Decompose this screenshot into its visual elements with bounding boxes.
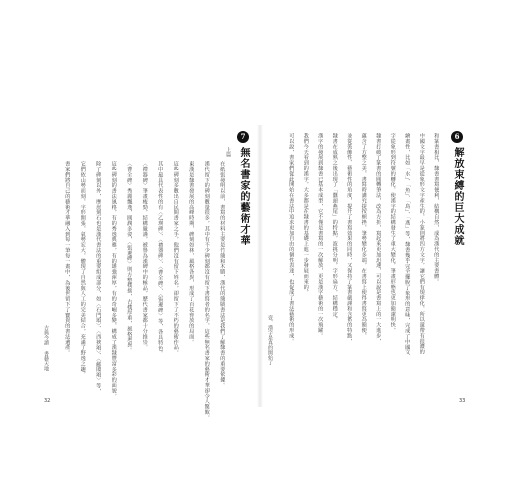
running-head: 壹、漢字是真的開始了 xyxy=(267,315,273,365)
body-text-column: 隸書打破了篆書的圓轉筆法，改為方折，寫起來更加迅速，可以說是書寫上的一大進步， xyxy=(375,133,382,344)
body-text-column: 中國文字最早是從象形文字產生的，小篆則將四方文字，讓它們有規律化，所以還帶有很濃的 xyxy=(418,133,425,355)
body-text-column: 其中最具代表性的有〈乙瑛碑〉、〈禮器碑〉、〈曹全碑〉、〈張遷碑〉等，各具特色。 xyxy=(157,161,164,356)
body-text-column: 和篆書相比，隸書書寫便利，結構自然，成為漢代的主要書體。 xyxy=(433,133,440,285)
body-text-column: 它們依山勢而刻，字形開張，氣勢宏大，體現了自然與人工的完美結合，充滿了野逸之趣。 xyxy=(79,161,86,377)
right-page xyxy=(261,125,483,407)
body-text-column: 漢字的發展到隸書已基本成型，它不僅是書寫的一次解放，更是漢字藝術的一次飛躍。 xyxy=(317,133,324,339)
body-text-column: 〈曹全碑〉秀麗飄逸，圓潤多姿，〈張遷碑〉則方整樸拙，古樸厚重，風格迥異。 xyxy=(126,161,133,353)
page-number: 32 xyxy=(44,398,51,404)
body-text-column: 東漢是隸書發展的高峰時期，碑刻如林，風格各異，形成了百花齊放的局面。 xyxy=(188,161,195,345)
body-text-column: 〈禮器碑〉筆畫瘦勁，結構嚴謹，被譽為漢碑中的極品，歷代書家都十分推崇。 xyxy=(141,161,148,350)
body-text-column: 隸書在成熟之後出現了「蠶頭燕尾」的特點，波挑分明，字形扁方，結構穩定， xyxy=(331,133,338,322)
body-text-column: 字從象形到符號的轉化，使漢字的結構發生了重大變化，筆畫形態也更加簡潔明快， xyxy=(389,133,396,333)
body-text-column: 除了碑刻以外，摩崖刻石也是漢代書法的重要組成部分，如〈石門頌〉、〈西狹頌〉、〈郙閣頌〉等， xyxy=(95,161,102,394)
page-number: 33 xyxy=(459,398,466,404)
chapter-number-badge: 6 xyxy=(451,131,463,143)
body-text-column: 漢代留下的碑刻數量很多，其中有不少碑刻都沒有留下書寫者的名字，這些無名書家的藝術才華卻令人驚歎。 xyxy=(203,161,210,421)
body-text-column: 書家們將自己的藝術才華融入到每一筆每一畫中，為後世留下了寶貴的書法遺產。 xyxy=(64,161,71,356)
body-text-column: 在紙張發明以前，書寫的材料主要是竹簡和木牘，漢代的簡牘書法是我們了解隸書的重要依據。 xyxy=(219,161,226,388)
body-text-column: 繪畫性，比如「水」、「魚」、「鳥」、「燕」等，隸書幾乎完全擺脫了象形的意味，完成了中國文 xyxy=(404,133,411,355)
body-text-column: 我們今天看到的漢字，大多都是在隸書的基礎上進一步發展而來的， xyxy=(302,133,309,295)
body-text-column: 並從裝飾性、藝術性的角度，提升了書寫效果的同時，又保持了篆書嚴謹和含蓄的特點， xyxy=(346,133,353,344)
body-text-column: 這些碑刻的書法風格，有的秀逸典雅，有的雄強渾厚，有的奇崛多變，構成了漢隸豐富多彩的面貌。 xyxy=(110,161,117,399)
body-text-column: 可以說，書家們從此開始在書法中追求更加自由的個性表達，也促成了書法藝術的形成。 xyxy=(288,133,295,344)
chapter-title: 解放束縛的巨大成就 xyxy=(452,147,463,246)
body-text-column: 這些碑刻多數出自民間書家之手，他們沒有留下姓名，卻留下了不朽的藝術作品。 xyxy=(172,161,179,356)
chapter-suffix: 上篇 xyxy=(225,147,231,157)
chapter-number-badge: 7 xyxy=(237,131,249,143)
page-gutter xyxy=(257,125,263,407)
running-head: 古典今讀 書藝天地 xyxy=(43,325,49,371)
left-page xyxy=(37,125,259,421)
chapter-title: 無名書家的藝術才華 xyxy=(238,147,249,246)
body-text-column: 蘊含了方整之美，書寫時講究提按頓挫，筆勢變化多端，在書寫上使得書寫更為簡便， xyxy=(360,133,367,339)
